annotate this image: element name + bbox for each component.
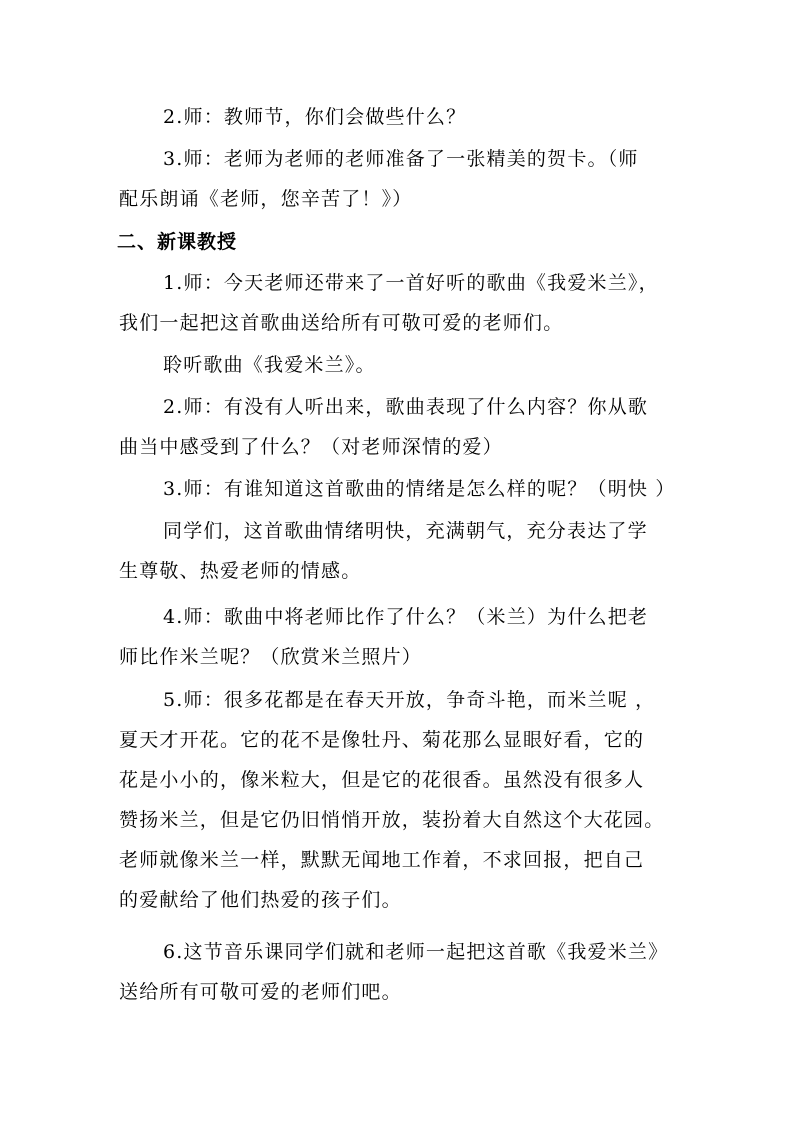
text-line: 同学们，这首歌曲情绪明快，充满朝气，充分表达了学 [163,520,648,542]
paragraph-5 [119,387,675,467]
text-line: 生尊敬、热爱老师的情感。 [119,560,362,582]
text-line: 1.师：今天老师还带来了一首好听的歌曲《我爱米兰》， [163,272,659,294]
text-line: 4.师：歌曲中将老师比作了什么？（米兰）为什么把老 [163,606,649,628]
text-line: 6.这节音乐课同学们就和老师一起把这首歌《我爱米兰》 [163,941,669,963]
text-line: 送给所有可敬可爱的老师们吧。 [119,981,402,1003]
text-line: 曲当中感受到了什么？（对老师深情的爱） [119,436,503,458]
text-line: 花是小小的，像米粒大，但是它的花很香。虽然没有很多人 [119,769,645,791]
paragraph-1 [119,97,675,137]
text-line: 3.师：老师为老师的老师准备了一张精美的贺卡。（师 [163,148,639,170]
paragraph-2 [119,139,675,219]
paragraph-7 [119,511,675,591]
text-line: 聆听歌曲《我爱米兰》。 [163,354,376,376]
paragraph-8 [119,597,675,677]
paragraph-6 [119,469,675,509]
text-line: 夏天才开花。它的花不是像牡丹、菊花那么显眼好看，它的 [119,729,645,751]
text-line: 配乐朗诵《老师，您辛苦了！》） [119,188,413,210]
paragraph-4 [119,345,675,385]
text-line: 赞扬米兰，但是它仍旧悄悄开放，装扮着大自然这个大花园。 [119,809,665,831]
text-line: 师比作米兰呢？（欣赏米兰照片） [119,646,423,668]
text-line: 老师就像米兰一样，默默无闻地工作着，不求回报，把自己 [119,849,645,871]
paragraph-9 [119,680,675,920]
text-line: 5.师：很多花都是在春天开放，争奇斗艳，而米兰呢 ， [163,689,656,711]
text-line: 3.师：有谁知道这首歌曲的情绪是怎么样的呢？（明快 ） [163,478,676,500]
paragraph-10 [119,932,675,1012]
text-line: 我们一起把这首歌曲送给所有可敬可爱的老师们。 [119,312,564,334]
text-line: 2.师：教师节，你们会做些什么？ [163,106,467,128]
text-line: 的爱献给了他们热爱的孩子们。 [119,889,402,911]
section-heading: 二、新课教授 [117,231,238,253]
paragraph-3 [119,263,675,343]
text-line: 2.师：有没有人听出来，歌曲表现了什么内容？你从歌 [163,396,649,418]
